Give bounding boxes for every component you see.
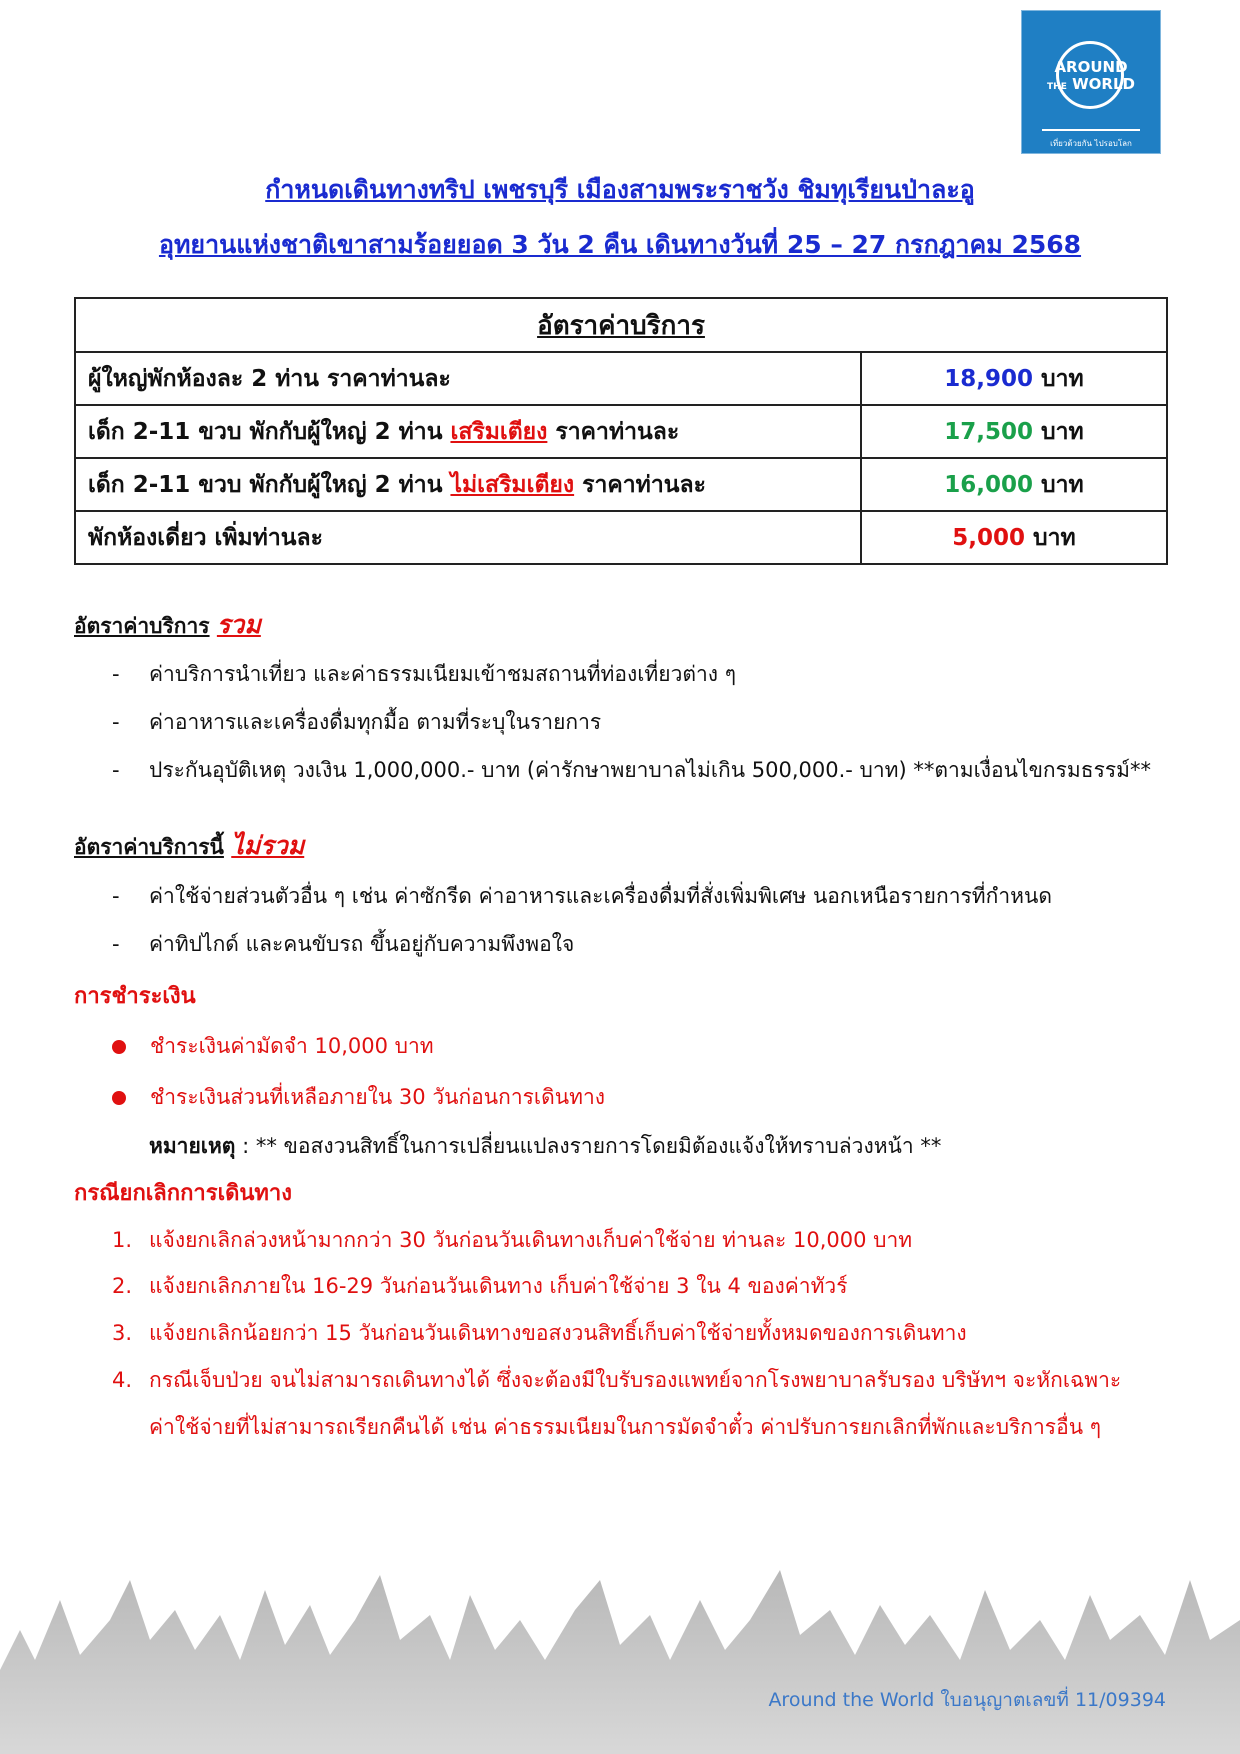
rates-table-header: อัตราค่าบริการ	[75, 298, 1167, 352]
license-footer: Around the World ใบอนุญาตเลขที่ 11/09394	[768, 1689, 1166, 1711]
rate-label: พักห้องเดี่ยว เพิ่มท่านละ	[75, 511, 861, 564]
included-item: - ค่าอาหารและเครื่องดื่มทุกมื้อ ตามที่ระบุในรายการ	[112, 710, 602, 734]
rate-price: 5,000 บาท	[861, 511, 1167, 564]
payment-note: หมายเหตุ : ** ขอสงวนสิทธิ์ในการเปลี่ยนแปลงรายการโดยมิต้องแจ้งให้ทราบล่วงหน้า **	[149, 1134, 942, 1158]
cancel-item: 4. กรณีเจ็บป่วย จนไม่สามารถเดินทางได้ ซึ่งจะต้องมีใบรับรองแพทย์จากโรงพยาบาลรับรอง บริษัทฯ จะหักเฉพาะ	[112, 1368, 1122, 1392]
rate-label: เด็ก 2-11 ขวบ พักกับผู้ใหญ่ 2 ท่าน เสริมเตียง ราคาท่านละ	[75, 405, 861, 458]
excluded-heading: อัตราค่าบริการนี้ ไม่รวม	[74, 831, 305, 860]
payment-item: ชำระเงินค่ามัดจำ 10,000 บาท	[112, 1030, 434, 1063]
rate-label: เด็ก 2-11 ขวบ พักกับผู้ใหญ่ 2 ท่าน ไม่เสริมเตียง ราคาท่านละ	[75, 458, 861, 511]
excluded-item: - ค่าทิปไกด์ และคนขับรถ ขึ้นอยู่กับความพึงพอใจ	[112, 932, 575, 956]
rate-price: 17,500 บาท	[861, 405, 1167, 458]
cancel-item: 3. แจ้งยกเลิกน้อยกว่า 15 วันก่อนวันเดินทางขอสงวนสิทธิ์เก็บค่าใช้จ่ายทั้งหมดของการเดินทาง	[112, 1321, 967, 1345]
rates-table	[74, 297, 1168, 565]
cancel-item-continued: ค่าใช้จ่ายที่ไม่สามารถเรียกคืนได้ เช่น ค่าธรรมเนียมในการมัดจำตั๋ว ค่าปรับการยกเลิกที่พักและบริการอื่น ๆ	[149, 1415, 1102, 1439]
logo-tagline: เที่ยวด้วยกัน ไปรอบโลก	[1050, 139, 1132, 148]
included-item: - ประกันอุบัติเหตุ วงเงิน 1,000,000.- บาท (ค่ารักษาพยาบาลไม่เกิน 500,000.- บาท) **ตามเงื่อนไขกรมธรรม์**	[112, 758, 1151, 782]
included-heading: อัตราค่าบริการ รวม	[74, 610, 261, 639]
cancel-heading: กรณียกเลิกการเดินทาง	[74, 1181, 293, 1206]
rate-price: 18,900 บาท	[861, 352, 1167, 405]
included-item: - ค่าบริการนำเที่ยว และค่าธรรมเนียมเข้าชมสถานที่ท่องเที่ยวต่าง ๆ	[112, 662, 737, 686]
logo-text: AROUND THE WORLD	[1047, 58, 1135, 93]
rate-row-adult	[75, 352, 1167, 405]
page-title-line2: อุทยานแห่งชาติเขาสามร้อยยอด 3 วัน 2 คืน เดินทางวันที่ 25 – 27 กรกฎาคม 2568	[158, 230, 1082, 259]
bullet-icon	[112, 1091, 126, 1105]
company-logo	[1021, 10, 1161, 154]
bullet-icon	[112, 1040, 126, 1054]
temple-skyline-decoration	[0, 1560, 1240, 1754]
payment-item: ชำระเงินส่วนที่เหลือภายใน 30 วันก่อนการเดินทาง	[112, 1081, 605, 1114]
rate-row-child-no-bed	[75, 458, 1167, 511]
page-title-line1: กำหนดเดินทางทริป เพชรบุรี เมืองสามพระราชวัง ชิมทุเรียนป่าละอู	[265, 175, 975, 204]
rate-row-single	[75, 511, 1167, 564]
skyline-icon	[1042, 111, 1140, 131]
excluded-item: - ค่าใช้จ่ายส่วนตัวอื่น ๆ เช่น ค่าซักรีด ค่าอาหารและเครื่องดื่มที่สั่งเพิ่มพิเศษ นอกเหนือรายการที่กำหนด	[112, 884, 1052, 908]
payment-heading: การชำระเงิน	[74, 984, 196, 1009]
rate-row-child-extra-bed	[75, 405, 1167, 458]
rate-price: 16,000 บาท	[861, 458, 1167, 511]
rate-label: ผู้ใหญ่พักห้องละ 2 ท่าน ราคาท่านละ	[75, 352, 861, 405]
cancel-item: 2. แจ้งยกเลิกภายใน 16-29 วันก่อนวันเดินทาง เก็บค่าใช้จ่าย 3 ใน 4 ของค่าทัวร์	[112, 1274, 848, 1298]
cancel-item: 1. แจ้งยกเลิกล่วงหน้ามากกว่า 30 วันก่อนวันเดินทางเก็บค่าใช้จ่าย ท่านละ 10,000 บาท	[112, 1228, 913, 1252]
